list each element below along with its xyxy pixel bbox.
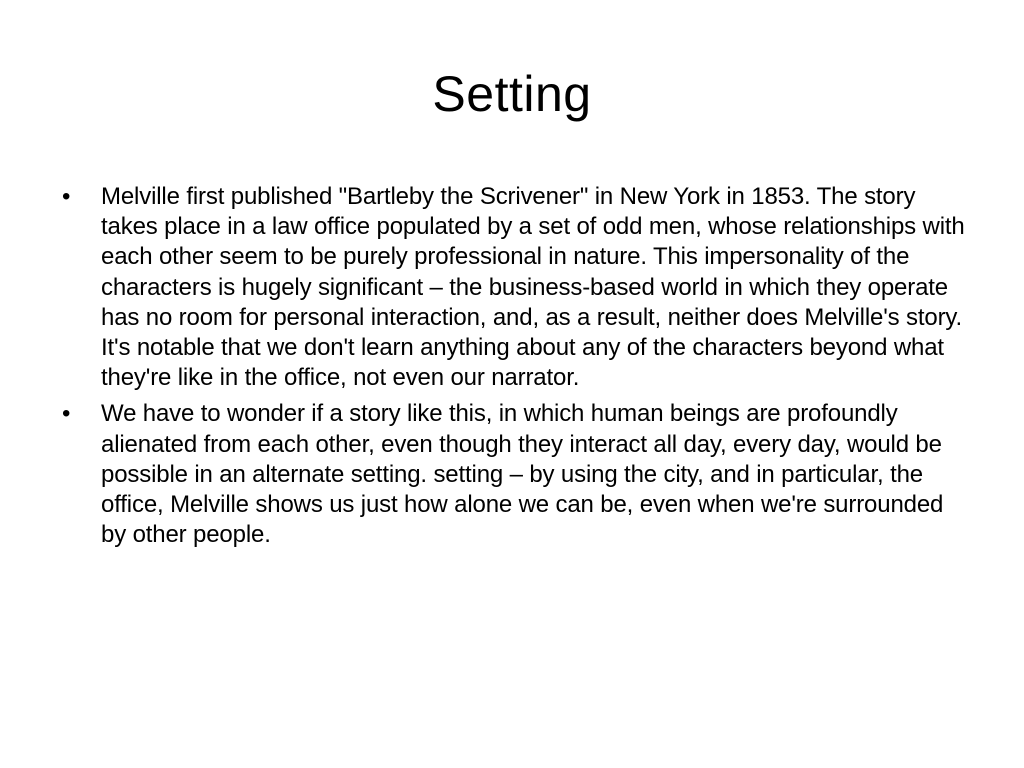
bullet-item bbox=[58, 182, 970, 393]
bullet-list bbox=[58, 182, 970, 556]
bullet-text: We have to wonder if a story like this, in which human beings are profoundly alienated from each other, even though they interact all day, every day, would be possible in an alternate setting. setting – by using the city, and in particular, the office, Melville shows us just how alone we can be, even when we're surrounded by other people. bbox=[101, 400, 944, 549]
bullet-dot-icon: • bbox=[62, 183, 71, 210]
bullet-item bbox=[58, 399, 970, 550]
bullet-dot-icon: • bbox=[62, 400, 71, 428]
bullet-text: Melville first published "Bartleby the Scrivener" in New York in 1853. The story takes place in a law office populated by a set of odd men, whose relationships with each other seem to be purely professional in nature. This impersonality of the characters is hugely significant – the business-based world in which they operate has no room for personal interaction, and, as a result, neither does Melville's story. It's notable that we don't learn anything about any of the characters beyond what they're like in the office, not even our narrator. bbox=[101, 183, 965, 392]
slide-title: Setting bbox=[432, 66, 592, 122]
